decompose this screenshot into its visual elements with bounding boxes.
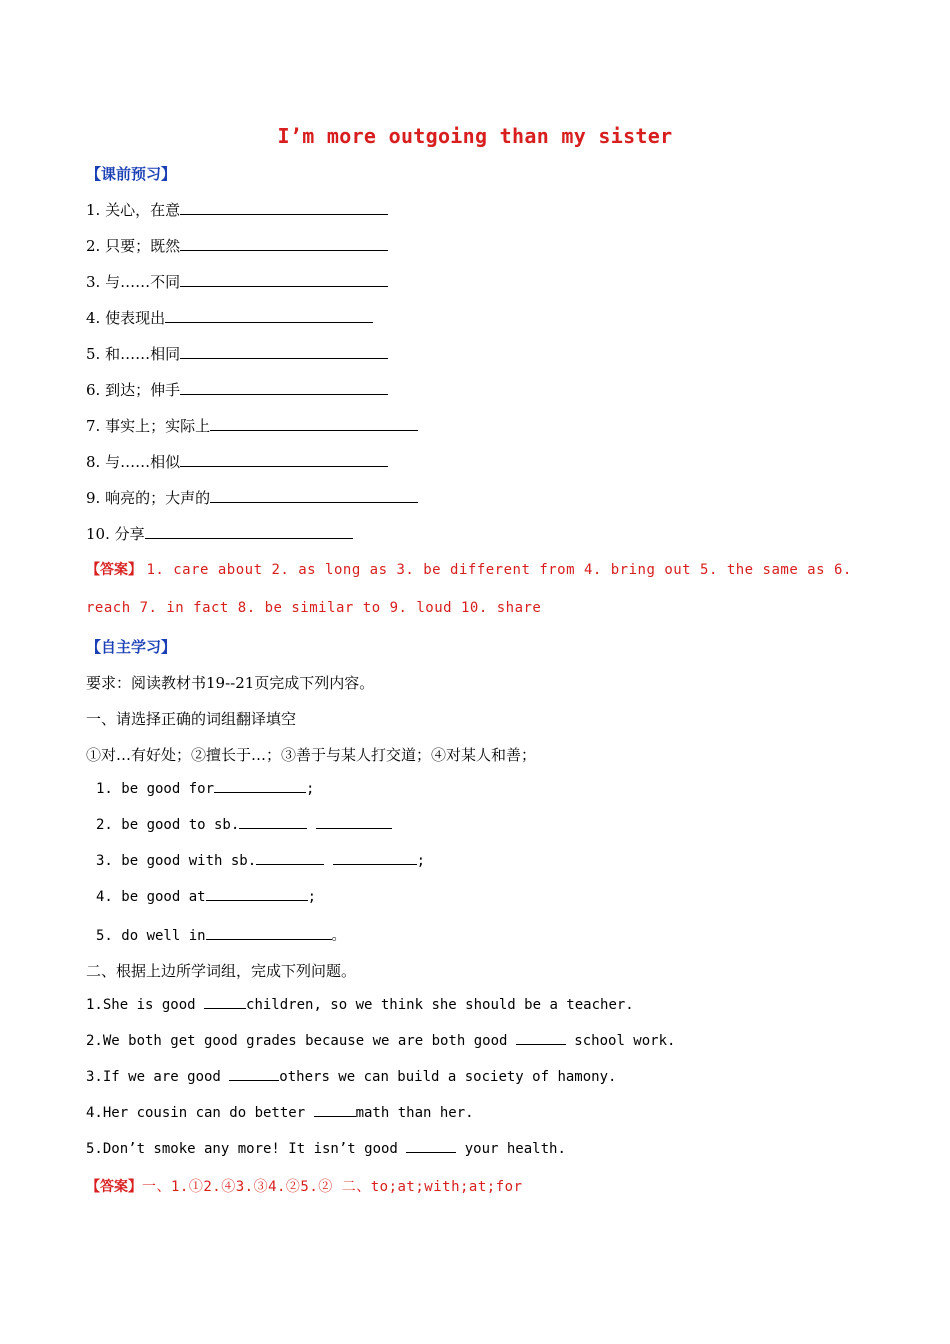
preview-item: 3. 与……不同 xyxy=(86,271,388,292)
phrase-item: 3. be good with sb. ; xyxy=(96,853,426,869)
preview-item: 10. 分享 xyxy=(86,523,353,544)
part2-title: 二、根据上边所学词组，完成下列问题。 xyxy=(86,962,357,980)
phrase-item: 2. be good to sb. xyxy=(96,817,392,833)
preview-answer-line1: 【答案】 1. care about 2. as long as 3. be different from 4. bring out 5. the same as 6. xyxy=(86,562,852,578)
phrase-item: 4. be good at ; xyxy=(96,889,317,905)
preview-item: 1. 关心，在意 xyxy=(86,199,388,220)
preview-item: 5. 和……相同 xyxy=(86,343,388,364)
sentence-item: 1.She is good children, so we think she should be a teacher. xyxy=(86,997,634,1013)
preview-item: 4. 使表现出 xyxy=(86,307,373,328)
self-study-answer: 【答案】一、1.①2.④3.③4.②5.② 二、to;at;with;at;for xyxy=(86,1179,523,1195)
preview-item: 8. 与……相似 xyxy=(86,451,388,472)
preview-answer-line2: reach 7. in fact 8. be similar to 9. loud 10. share xyxy=(86,600,542,616)
options-text: ①对…有好处；②擅长于…；③善于与某人打交道；④对某人和善； xyxy=(86,746,537,764)
preview-item: 9. 响亮的；大声的 xyxy=(86,487,418,508)
page-title: I’m more outgoing than my sister xyxy=(277,124,673,148)
sentence-item: 2.We both get good grades because we are both good school work. xyxy=(86,1033,676,1049)
phrase-item: 5. do well in 。 xyxy=(96,928,346,944)
preview-item: 7. 事实上；实际上 xyxy=(86,415,418,436)
self-study-heading: 【自主学习】 xyxy=(86,638,177,656)
sentence-item: 3.If we are good others we can build a society of hamony. xyxy=(86,1069,617,1085)
preview-item: 2. 只要；既然 xyxy=(86,235,388,256)
phrase-item: 1. be good for ; xyxy=(96,781,315,797)
sentence-item: 4.Her cousin can do better math than her. xyxy=(86,1105,474,1121)
requirement-text: 要求：阅读教材书19--21页完成下列内容。 xyxy=(86,674,375,692)
preview-item: 6. 到达；伸手 xyxy=(86,379,388,400)
part1-title: 一、请选择正确的词组翻译填空 xyxy=(86,710,297,728)
sentence-item: 5.Don’t smoke any more! It isn’t good your health. xyxy=(86,1141,566,1157)
preview-heading: 【课前预习】 xyxy=(86,165,177,183)
